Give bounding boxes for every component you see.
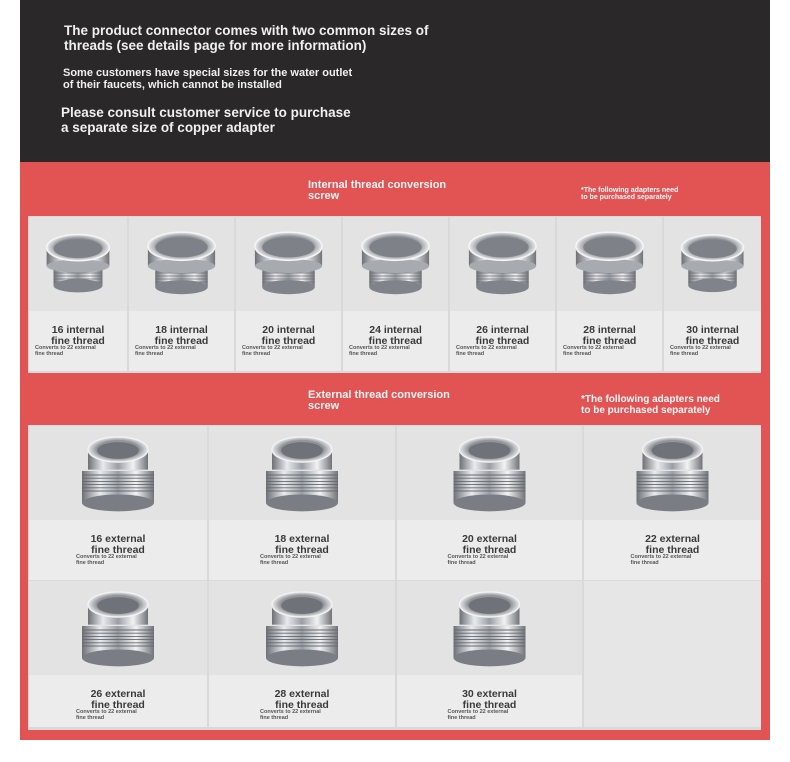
- adapter-title: 18 external fine thread: [274, 533, 330, 556]
- internal-adapter-card: [343, 217, 448, 371]
- adapter-conversion-note: Converts to 22 external fine thread: [76, 554, 137, 567]
- chrome-adapter-icon: [209, 426, 395, 520]
- internal-adapter-card: [129, 217, 234, 371]
- adapter-conversion-note: Converts to 22 external fine thread: [447, 554, 509, 567]
- adapter-title: 20 external fine thread: [462, 533, 517, 556]
- adapter-title: 24 internal fine thread: [368, 324, 423, 347]
- adapter-title: 22 external fine thread: [645, 533, 700, 556]
- internal-note: *The following adapters need to be purchased separately: [581, 187, 679, 202]
- adapter-label-area: [29, 520, 207, 580]
- adapter-title: 16 internal fine thread: [51, 324, 105, 347]
- adapter-conversion-note: Converts to 22 external fine thread: [349, 345, 410, 358]
- external-adapter-card: [29, 426, 207, 580]
- empty-card: [584, 581, 761, 727]
- adapter-label-area: [584, 520, 761, 580]
- adapter-conversion-note: Converts to 22 external fine thread: [242, 345, 303, 358]
- adapter-label-area: [450, 311, 555, 371]
- chrome-adapter-icon: [584, 426, 761, 520]
- adapter-label-area: [209, 675, 395, 727]
- chrome-adapter-icon: [129, 217, 234, 311]
- adapter-label-area: [664, 311, 761, 371]
- chrome-adapter-icon: [29, 581, 207, 675]
- chrome-adapter-icon: [557, 217, 662, 311]
- header-line-3: Please consult customer service to purchase a separate size of copper adapter: [61, 105, 351, 135]
- adapter-label-area: [236, 311, 341, 371]
- adapter-title: 18 internal fine thread: [154, 324, 209, 347]
- header-line-1: The product connector comes with two common sizes of threads (see details page for more information): [64, 23, 429, 53]
- header-line-2: Some customers have special sizes for the water outlet of their faucets, which cannot be installed: [63, 67, 353, 91]
- external-adapter-card: [29, 581, 207, 727]
- adapter-conversion-note: Converts to 22 external fine thread: [447, 709, 509, 722]
- chrome-adapter-icon: [397, 581, 582, 675]
- adapter-label-area: [209, 520, 395, 580]
- internal-section-title: Internal thread conversion screw: [308, 179, 447, 202]
- chrome-adapter-icon: [664, 217, 761, 311]
- internal-adapter-card: [236, 217, 341, 371]
- adapter-title: 26 internal fine thread: [475, 324, 530, 347]
- adapter-label-area: [557, 311, 662, 371]
- external-adapter-card: [397, 426, 582, 580]
- adapter-title: 30 external fine thread: [462, 688, 517, 711]
- adapter-title: 28 external fine thread: [274, 688, 330, 711]
- internal-adapter-card: [664, 217, 761, 371]
- external-adapter-card: [584, 426, 761, 580]
- external-adapter-card: [397, 581, 582, 727]
- adapter-conversion-note: Converts to 22 external fine thread: [630, 554, 692, 567]
- internal-adapter-card: [29, 217, 127, 371]
- header-banner: [20, 0, 770, 162]
- external-adapter-card: [209, 426, 395, 580]
- adapter-title: 20 internal fine thread: [261, 324, 316, 347]
- internal-adapter-card: [557, 217, 662, 371]
- adapter-label-area: [29, 311, 127, 371]
- external-section-title: External thread conversion screw: [308, 389, 450, 412]
- chrome-adapter-icon: [236, 217, 341, 311]
- adapter-label-area: [129, 311, 234, 371]
- adapter-label-area: [343, 311, 448, 371]
- adapter-conversion-note: Converts to 22 external fine thread: [76, 709, 137, 722]
- chrome-adapter-icon: [450, 217, 555, 311]
- adapter-title: 30 internal fine thread: [685, 324, 740, 347]
- adapter-conversion-note: Converts to 22 external fine thread: [563, 345, 624, 358]
- internal-adapter-card: [450, 217, 555, 371]
- chrome-adapter-icon: [29, 426, 207, 520]
- adapter-conversion-note: Converts to 22 external fine thread: [35, 345, 96, 358]
- external-adapter-card: [209, 581, 395, 727]
- chrome-adapter-icon: [29, 217, 127, 311]
- adapter-conversion-note: Converts to 22 external fine thread: [456, 345, 517, 358]
- adapter-title: 26 external fine thread: [90, 688, 146, 711]
- external-note: *The following adapters need to be purchased separately: [581, 394, 720, 416]
- adapter-label-area: [397, 675, 582, 727]
- adapter-conversion-note: Converts to 22 external fine thread: [260, 709, 321, 722]
- adapter-title: 16 external fine thread: [90, 533, 146, 556]
- adapter-label-area: [397, 520, 582, 580]
- chrome-adapter-icon: [343, 217, 448, 311]
- adapter-conversion-note: Converts to 22 external fine thread: [670, 345, 731, 358]
- adapter-title: 28 internal fine thread: [582, 324, 637, 347]
- adapter-label-area: [29, 675, 207, 727]
- adapter-conversion-note: Converts to 22 external fine thread: [260, 554, 321, 567]
- adapter-conversion-note: Converts to 22 external fine thread: [135, 345, 196, 358]
- chrome-adapter-icon: [209, 581, 395, 675]
- chrome-adapter-icon: [397, 426, 582, 520]
